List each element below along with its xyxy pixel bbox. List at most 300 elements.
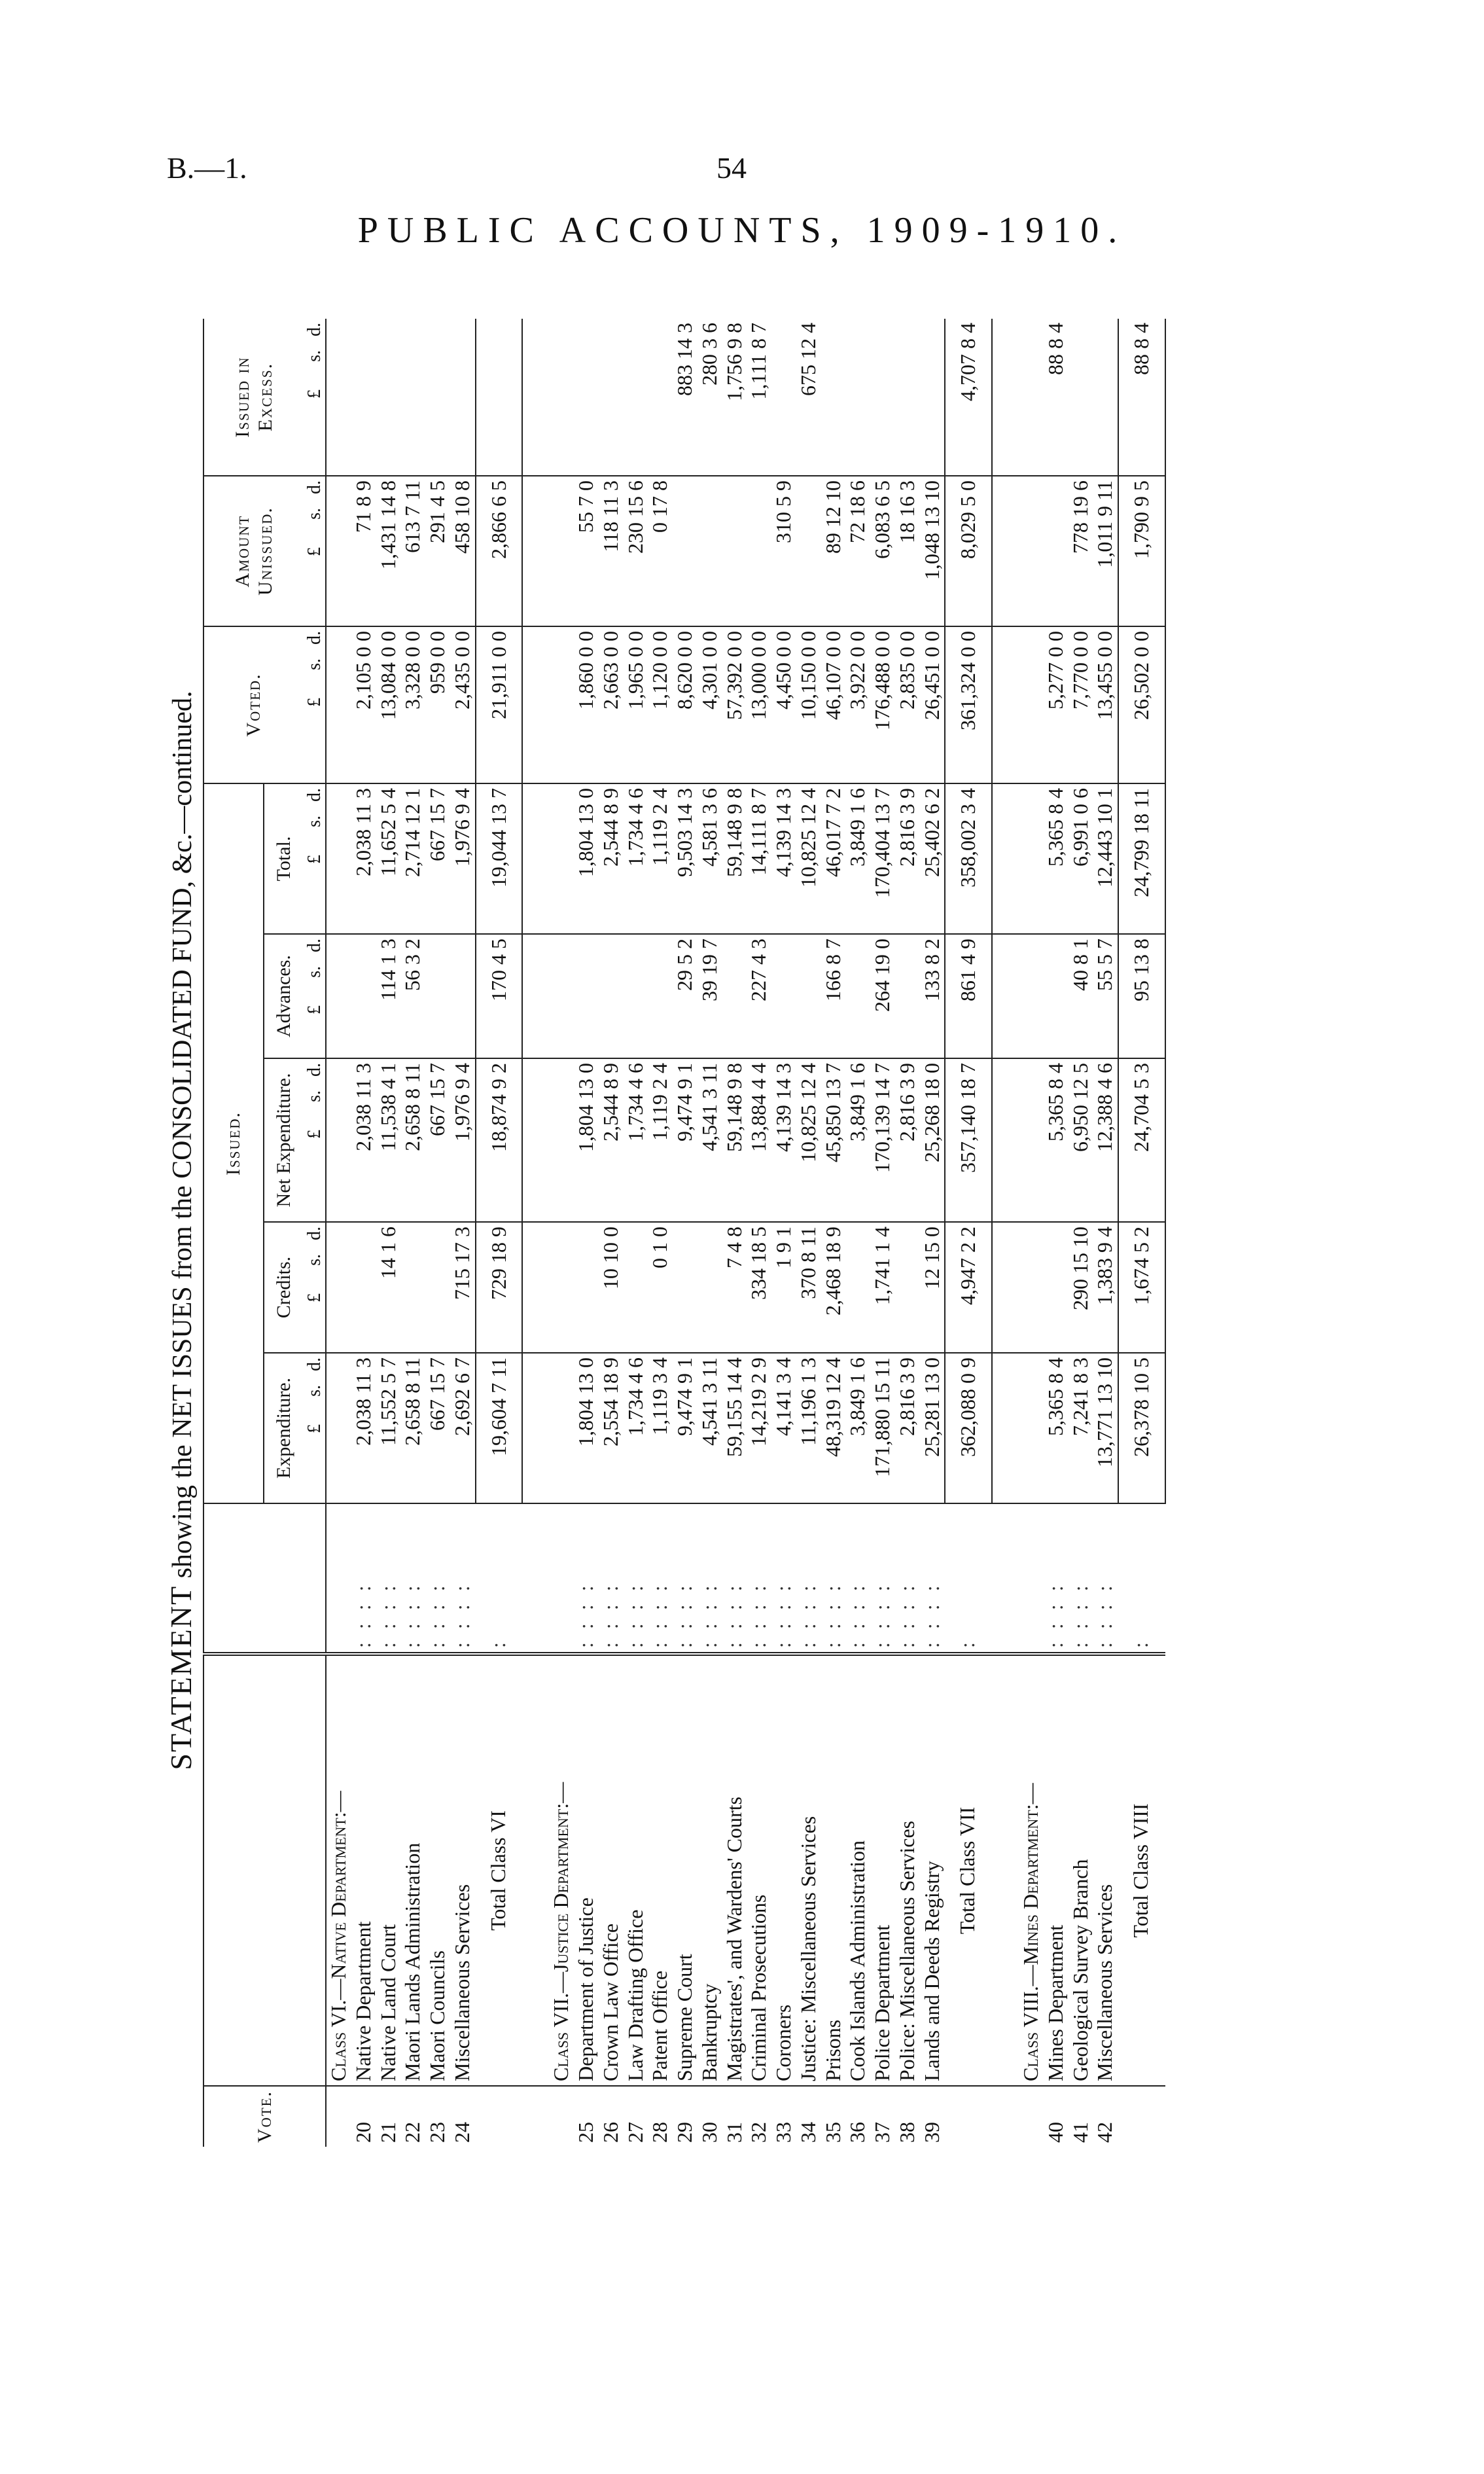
- col-voted: Voted.: [203, 626, 304, 783]
- total-unissued: 2,866 6 5: [476, 476, 523, 626]
- amount-voted: 4,450 0 0: [771, 626, 796, 783]
- amount-excess: [425, 319, 450, 476]
- amount-unissued: 613 7 11: [400, 476, 425, 626]
- amount-excess: 1,111 8 7: [747, 319, 771, 476]
- empty-cell: [1019, 934, 1044, 1058]
- vote-number: 41: [1068, 2122, 1092, 2143]
- dots-leader: : : : :: [845, 1503, 870, 1654]
- amount-adv: 133 8 2: [920, 934, 945, 1058]
- total-excess: [476, 319, 523, 476]
- vote-cell: [1019, 2086, 1044, 2147]
- amount-exp: 1,734 4 6: [624, 1353, 648, 1503]
- amount-excess: [400, 319, 425, 476]
- amount-adv: [351, 934, 376, 1058]
- amount-net: 2,544 8 9: [599, 1058, 624, 1222]
- total-exp: 19,604 7 11: [476, 1353, 523, 1503]
- net-issues-table: [203, 319, 1166, 2147]
- total-tot: 358,002 3 4: [945, 783, 992, 934]
- amount-exp: 667 15 7: [425, 1353, 450, 1503]
- dots-leader: :: [476, 1503, 523, 1654]
- row-description: Mines Department: [1044, 1654, 1069, 2086]
- spacer-cell: [992, 1353, 1019, 1503]
- dots-leader: : : : :: [895, 1503, 920, 1654]
- table-row: [1044, 319, 1069, 2147]
- row-description: Supreme Court: [673, 1654, 698, 2086]
- amount-adv: 227 4 3: [747, 934, 771, 1058]
- spacer-cell: [992, 476, 1019, 626]
- vote-cell: [1118, 2086, 1165, 2147]
- amount-cred: 1,741 1 4: [870, 1222, 895, 1353]
- amount-voted: 8,620 0 0: [673, 626, 698, 783]
- empty-cell: [1019, 626, 1044, 783]
- amount-exp: 13,771 13 10: [1093, 1353, 1118, 1503]
- spacer-cell: [522, 1058, 549, 1222]
- empty-cell: [549, 1222, 574, 1353]
- amount-tot: 25,402 6 2: [920, 783, 945, 934]
- amount-cred: 370 8 11: [796, 1222, 821, 1353]
- dots-leader: : : : :: [870, 1503, 895, 1654]
- amount-tot: 2,816 3 9: [895, 783, 920, 934]
- amount-net: 4,541 3 11: [698, 1058, 722, 1222]
- amount-voted: 13,000 0 0: [747, 626, 771, 783]
- statement-caption: [164, 314, 198, 2147]
- amount-voted: 1,120 0 0: [648, 626, 673, 783]
- amount-voted: 2,435 0 0: [450, 626, 476, 783]
- total-label: Total Class VIII: [1118, 1654, 1165, 2086]
- empty-cell: [549, 1353, 574, 1503]
- col-issued-in-excess: Issued in Excess.: [203, 319, 304, 476]
- dots-leader: : : : :: [450, 1503, 476, 1654]
- spacer-cell: [992, 1654, 1019, 2086]
- empty-cell: [1019, 476, 1044, 626]
- amount-tot: 5,365 8 4: [1044, 783, 1069, 934]
- amount-adv: 166 8 7: [821, 934, 846, 1058]
- total-cred: 4,947 2 2: [945, 1222, 992, 1353]
- spacer-cell: [522, 319, 549, 476]
- table-row: [698, 319, 722, 2147]
- amount-excess: 280 3 6: [698, 319, 722, 476]
- class-total-row: [945, 319, 992, 2147]
- amount-tot: 170,404 13 7: [870, 783, 895, 934]
- amount-excess: [895, 319, 920, 476]
- row-description: Geological Survey Branch: [1069, 1654, 1093, 2086]
- vote-cell: [476, 2086, 523, 2147]
- amount-tot: 12,443 10 1: [1093, 783, 1118, 934]
- table-row: [351, 319, 376, 2147]
- amount-adv: [624, 934, 648, 1058]
- total-label: Total Class VI: [476, 1654, 523, 2086]
- empty-cell: [1019, 1353, 1044, 1503]
- amount-cred: 1,383 9 4: [1093, 1222, 1118, 1353]
- col-issued-group: Issued.: [203, 783, 264, 1503]
- amount-tot: 11,652 5 4: [376, 783, 401, 934]
- amount-exp: 171,880 15 11: [870, 1353, 895, 1503]
- empty-cell: [326, 1058, 351, 1222]
- class-heading-row: [1019, 319, 1044, 2147]
- row-description: Native Land Court: [376, 1654, 401, 2086]
- total-net: 357,140 18 7: [945, 1058, 992, 1222]
- amount-voted: 2,835 0 0: [895, 626, 920, 783]
- table-row: [425, 319, 450, 2147]
- amount-adv: [722, 934, 747, 1058]
- total-unissued: 1,790 9 5: [1118, 476, 1165, 626]
- col-dots: [203, 1503, 326, 1654]
- vote-number: 27: [623, 2122, 647, 2143]
- row-description: Justice: Miscellaneous Services: [796, 1654, 821, 2086]
- vote-cell: [549, 2086, 574, 2147]
- vote-number: 24: [450, 2122, 474, 2143]
- empty-cell: [1019, 1058, 1044, 1222]
- total-exp: 26,378 10 5: [1118, 1353, 1165, 1503]
- unit-label: £ s. d.: [304, 1222, 326, 1353]
- amount-cred: [624, 1222, 648, 1353]
- amount-adv: [425, 934, 450, 1058]
- amount-excess: [870, 319, 895, 476]
- amount-net: 4,139 14 3: [771, 1058, 796, 1222]
- total-voted: 21,911 0 0: [476, 626, 523, 783]
- amount-exp: 2,692 6 7: [450, 1353, 476, 1503]
- col-expenditure: Expenditure.: [264, 1353, 304, 1503]
- row-description: Police: Miscellaneous Services: [895, 1654, 920, 2086]
- vote-number: 29: [673, 2122, 697, 2143]
- vote-number: 33: [771, 2122, 796, 2143]
- col-amount-unissued: Amount Unissued.: [203, 476, 304, 626]
- row-description: Crown Law Office: [599, 1654, 624, 2086]
- amount-voted: 7,770 0 0: [1069, 626, 1093, 783]
- class-heading: Class VI.—Native Department:—: [326, 1654, 351, 2086]
- row-description: Coroners: [771, 1654, 796, 2086]
- amount-unissued: 72 18 6: [845, 476, 870, 626]
- amount-exp: 11,196 1 3: [796, 1353, 821, 1503]
- table-row: [673, 319, 698, 2147]
- class-heading-row: [326, 319, 351, 2147]
- amount-excess: [1093, 319, 1118, 476]
- amount-excess: [624, 319, 648, 476]
- amount-exp: 9,474 9 1: [673, 1353, 698, 1503]
- amount-exp: 4,541 3 11: [698, 1353, 722, 1503]
- amount-voted: 26,451 0 0: [920, 626, 945, 783]
- spacer-cell: [522, 1222, 549, 1353]
- vote-number: 28: [648, 2122, 672, 2143]
- vote-number: 35: [821, 2122, 845, 2143]
- amount-unissued: [722, 476, 747, 626]
- dots-leader: : : : :: [747, 1503, 771, 1654]
- total-label: Total Class VII: [945, 1654, 992, 2086]
- amount-voted: 4,301 0 0: [698, 626, 722, 783]
- amount-unissued: 458 10 8: [450, 476, 476, 626]
- row-description: Cook Islands Administration: [845, 1654, 870, 2086]
- amount-voted: 1,965 0 0: [624, 626, 648, 783]
- vote-number: 23: [425, 2122, 450, 2143]
- spacer-cell: [522, 1353, 549, 1503]
- empty-cell: [1019, 1222, 1044, 1353]
- statement-rest: showing the NET ISSUES from the CONSOLIDATED FUND, &c.—continued.: [168, 690, 198, 1579]
- amount-adv: [796, 934, 821, 1058]
- amount-tot: 4,581 3 6: [698, 783, 722, 934]
- col-total: Total.: [264, 783, 304, 934]
- total-tot: 19,044 13 7: [476, 783, 523, 934]
- amount-cred: 2,468 18 9: [821, 1222, 846, 1353]
- empty-cell: [549, 319, 574, 476]
- vote-number: 21: [376, 2122, 400, 2143]
- spacer-cell: [992, 783, 1019, 934]
- amount-voted: 176,488 0 0: [870, 626, 895, 783]
- row-description: Magistrates', and Wardens' Courts: [722, 1654, 747, 2086]
- unit-label: £ s. d.: [304, 934, 326, 1058]
- empty-cell: [549, 783, 574, 934]
- dots-leader: : : : :: [376, 1503, 401, 1654]
- amount-voted: 2,663 0 0: [599, 626, 624, 783]
- amount-unissued: 1,048 13 10: [920, 476, 945, 626]
- amount-unissued: 55 7 0: [574, 476, 599, 626]
- unit-label: £ s. d.: [304, 626, 326, 783]
- dots-leader: : : : :: [648, 1503, 673, 1654]
- amount-excess: [376, 319, 401, 476]
- total-voted: 26,502 0 0: [1118, 626, 1165, 783]
- amount-excess: [1069, 319, 1093, 476]
- amount-unissued: 1,431 14 8: [376, 476, 401, 626]
- amount-exp: 25,281 13 0: [920, 1353, 945, 1503]
- table-row: [895, 319, 920, 2147]
- vote-number: 25: [574, 2122, 598, 2143]
- class-heading-row: [549, 319, 574, 2147]
- spacer-cell: [522, 783, 549, 934]
- class-total-row: [476, 319, 523, 2147]
- amount-excess: [771, 319, 796, 476]
- vote-number: 22: [400, 2122, 425, 2143]
- amount-tot: 2,038 11 3: [351, 783, 376, 934]
- amount-exp: 5,365 8 4: [1044, 1353, 1069, 1503]
- empty-cell: [1019, 319, 1044, 476]
- amount-tot: 1,804 13 0: [574, 783, 599, 934]
- empty-cell: [549, 934, 574, 1058]
- amount-unissued: 118 11 3: [599, 476, 624, 626]
- amount-net: 3,849 1 6: [845, 1058, 870, 1222]
- row-description: Bankruptcy: [698, 1654, 722, 2086]
- amount-unissued: [673, 476, 698, 626]
- amount-exp: 14,219 2 9: [747, 1353, 771, 1503]
- empty-cell: [326, 1222, 351, 1353]
- amount-net: 2,816 3 9: [895, 1058, 920, 1222]
- rotated-statement: [164, 314, 1289, 2147]
- amount-unissued: 18 16 3: [895, 476, 920, 626]
- amount-tot: 2,714 12 1: [400, 783, 425, 934]
- amount-exp: 1,804 13 0: [574, 1353, 599, 1503]
- amount-unissued: [747, 476, 771, 626]
- amount-tot: 1,119 2 4: [648, 783, 673, 934]
- amount-unissued: [698, 476, 722, 626]
- amount-exp: 7,241 8 3: [1069, 1353, 1093, 1503]
- dots-leader: : : : :: [771, 1503, 796, 1654]
- amount-cred: [351, 1222, 376, 1353]
- amount-tot: 59,148 9 8: [722, 783, 747, 934]
- spacer-cell: [522, 1503, 549, 1654]
- dots-leader: : : : :: [351, 1503, 376, 1654]
- row-description: Maori Lands Administration: [400, 1654, 425, 2086]
- unit-label: £ s. d.: [304, 476, 326, 626]
- amount-net: 1,734 4 6: [624, 1058, 648, 1222]
- amount-net: 25,268 18 0: [920, 1058, 945, 1222]
- empty-cell: [549, 476, 574, 626]
- amount-adv: [574, 934, 599, 1058]
- amount-cred: [425, 1222, 450, 1353]
- vote-number: 31: [722, 2122, 746, 2143]
- table-row: [450, 319, 476, 2147]
- amount-cred: 334 18 5: [747, 1222, 771, 1353]
- table-row: [821, 319, 846, 2147]
- table-row: [870, 319, 895, 2147]
- vote-number: 26: [598, 2122, 622, 2143]
- table-row: [1093, 319, 1118, 2147]
- total-net: 24,704 5 3: [1118, 1058, 1165, 1222]
- amount-cred: 290 15 10: [1069, 1222, 1093, 1353]
- vote-number: 40: [1043, 2122, 1067, 2143]
- vote-number: 36: [845, 2122, 870, 2143]
- amount-net: 5,365 8 4: [1044, 1058, 1069, 1222]
- amount-adv: 55 5 7: [1093, 934, 1118, 1058]
- amount-net: 10,825 12 4: [796, 1058, 821, 1222]
- total-tot: 24,799 18 11: [1118, 783, 1165, 934]
- amount-adv: [895, 934, 920, 1058]
- empty-cell: [549, 626, 574, 783]
- empty-cell: [326, 934, 351, 1058]
- amount-net: 1,976 9 4: [450, 1058, 476, 1222]
- empty-cell: [326, 626, 351, 783]
- vote-number: 32: [747, 2122, 771, 2143]
- amount-cred: [845, 1222, 870, 1353]
- amount-voted: 10,150 0 0: [796, 626, 821, 783]
- spacer-cell: [522, 934, 549, 1058]
- vote-cell: [326, 2086, 351, 2147]
- amount-net: 6,950 12 5: [1069, 1058, 1093, 1222]
- spacer-cell: [992, 934, 1019, 1058]
- amount-net: 667 15 7: [425, 1058, 450, 1222]
- amount-adv: [845, 934, 870, 1058]
- unit-label: £ s. d.: [304, 783, 326, 934]
- dots-leader: : : : :: [821, 1503, 846, 1654]
- table-body: [326, 319, 1165, 2147]
- row-description: Criminal Prosecutions: [747, 1654, 771, 2086]
- page-title: PUBLIC ACCOUNTS, 1909-1910.: [357, 210, 1127, 251]
- amount-net: 13,884 4 4: [747, 1058, 771, 1222]
- vote-number: 34: [796, 2122, 820, 2143]
- amount-cred: 715 17 3: [450, 1222, 476, 1353]
- amount-voted: 46,107 0 0: [821, 626, 846, 783]
- amount-unissued: 230 15 6: [624, 476, 648, 626]
- vote-number: 30: [697, 2122, 721, 2143]
- amount-unissued: 310 5 9: [771, 476, 796, 626]
- table-row: [845, 319, 870, 2147]
- amount-adv: [1044, 934, 1069, 1058]
- spacer-cell: [522, 476, 549, 626]
- dots-leader: : : : :: [624, 1503, 648, 1654]
- amount-tot: 2,544 8 9: [599, 783, 624, 934]
- amount-exp: 2,038 11 3: [351, 1353, 376, 1503]
- amount-adv: 29 5 2: [673, 934, 698, 1058]
- dots-leader: : : : :: [1044, 1503, 1069, 1654]
- amount-unissued: 6,083 6 5: [870, 476, 895, 626]
- amount-adv: [771, 934, 796, 1058]
- dots-cell: [326, 1503, 351, 1654]
- class-heading: Class VIII.—Mines Department:—: [1019, 1654, 1044, 2086]
- row-description: Police Department: [870, 1654, 895, 2086]
- total-voted: 361,324 0 0: [945, 626, 992, 783]
- table-row: [624, 319, 648, 2147]
- empty-cell: [326, 476, 351, 626]
- amount-unissued: 291 4 5: [425, 476, 450, 626]
- amount-cred: 14 1 6: [376, 1222, 401, 1353]
- row-description: Maori Councils: [425, 1654, 450, 2086]
- amount-net: 170,139 14 7: [870, 1058, 895, 1222]
- empty-cell: [326, 1353, 351, 1503]
- amount-net: 12,388 4 6: [1093, 1058, 1118, 1222]
- row-description: Native Department: [351, 1654, 376, 2086]
- spacer-cell: [992, 626, 1019, 783]
- col-credits: Credits.: [264, 1222, 304, 1353]
- total-adv: 861 4 9: [945, 934, 992, 1058]
- dots-leader: : : : :: [698, 1503, 722, 1654]
- amount-net: 2,038 11 3: [351, 1058, 376, 1222]
- amount-tot: 46,017 7 2: [821, 783, 846, 934]
- vote-number: 39: [919, 2122, 944, 2143]
- dots-leader: : : : :: [599, 1503, 624, 1654]
- amount-exp: 11,552 5 7: [376, 1353, 401, 1503]
- table-row: [1069, 319, 1093, 2147]
- spacer-cell: [992, 1503, 1019, 1654]
- spacer-cell: [992, 1222, 1019, 1353]
- total-adv: 170 4 5: [476, 934, 523, 1058]
- col-vote: Vote.: [203, 2086, 326, 2147]
- amount-excess: [574, 319, 599, 476]
- amount-unissued: 1,011 9 11: [1093, 476, 1118, 626]
- amount-excess: [821, 319, 846, 476]
- dots-leader: : : : :: [920, 1503, 945, 1654]
- row-description: Patent Office: [648, 1654, 673, 2086]
- dots-leader: : : : :: [673, 1503, 698, 1654]
- amount-cred: 10 10 0: [599, 1222, 624, 1353]
- amount-excess: [599, 319, 624, 476]
- amount-tot: 3,849 1 6: [845, 783, 870, 934]
- amount-adv: [450, 934, 476, 1058]
- amount-exp: 2,658 8 11: [400, 1353, 425, 1503]
- table-row: [796, 319, 821, 2147]
- unit-label: £ s. d.: [304, 1353, 326, 1503]
- vote-number: 20: [351, 2122, 375, 2143]
- amount-adv: 40 8 1: [1069, 934, 1093, 1058]
- total-cred: 729 18 9: [476, 1222, 523, 1353]
- amount-adv: 264 19 0: [870, 934, 895, 1058]
- amount-cred: 1 9 1: [771, 1222, 796, 1353]
- amount-voted: 13,084 0 0: [376, 626, 401, 783]
- amount-tot: 14,111 8 7: [747, 783, 771, 934]
- dots-cell: [1019, 1503, 1044, 1654]
- class-heading: Class VII.—Justice Department:—: [549, 1654, 574, 2086]
- amount-adv: 114 1 3: [376, 934, 401, 1058]
- amount-unissued: [796, 476, 821, 626]
- amount-adv: [648, 934, 673, 1058]
- amount-cred: [673, 1222, 698, 1353]
- total-net: 18,874 9 2: [476, 1058, 523, 1222]
- spacer-cell: [992, 1058, 1019, 1222]
- dots-leader: : : : :: [722, 1503, 747, 1654]
- dots-cell: [549, 1503, 574, 1654]
- table-row: [400, 319, 425, 2147]
- table-row: [599, 319, 624, 2147]
- amount-excess: [845, 319, 870, 476]
- amount-cred: 0 1 0: [648, 1222, 673, 1353]
- total-cred: 1,674 5 2: [1118, 1222, 1165, 1353]
- page-number: 54: [716, 151, 747, 185]
